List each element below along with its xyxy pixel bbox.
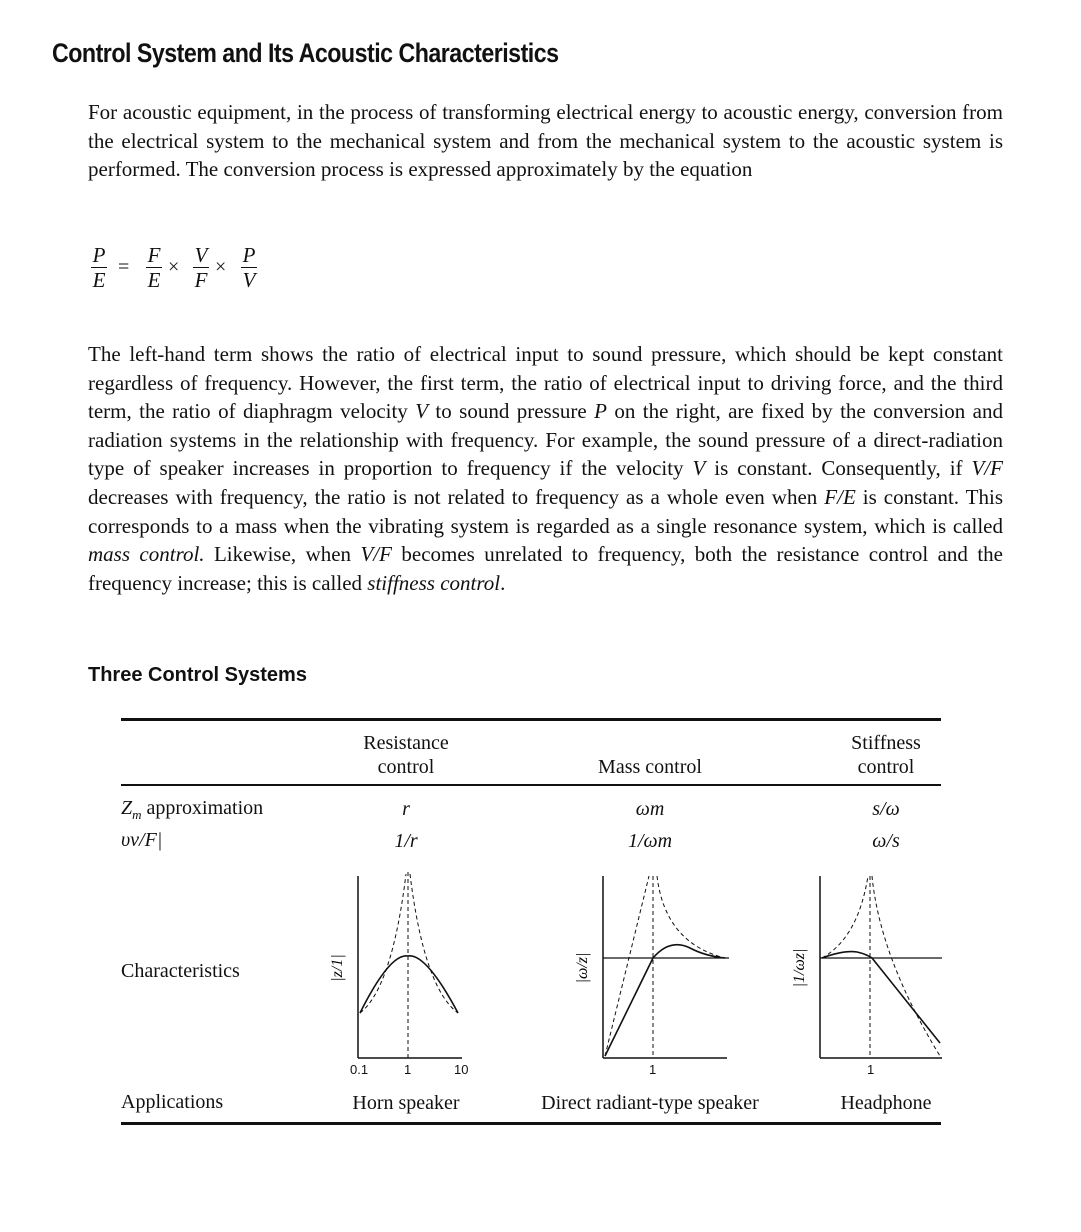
plot-2-ylabel: |ω/z| [574,952,591,984]
plot-3-tick-0: 1 [867,1062,875,1077]
table-header-rule [121,784,941,786]
zm-resistance: r [402,798,410,820]
row-label-characteristics: Characteristics [121,960,240,982]
vf-stiffness: ω/s [872,830,900,852]
plot-1-tick-0: 0.1 [350,1062,369,1077]
explanation-paragraph: The left-hand term shows the ratio of electrical input to sound pressure, which should be kept constant regardless of frequency. However, the first term, the ratio of electrical input to driving force, and the third term, the ratio of diaphragm velocity V to sound pressure P on the right, are fixed by the conversion and radiation systems in the relationship with frequency. For example, the sound pressure of a direct-radiation type of speaker increases in proportion to frequency if the velocity V is constant. Consequently, if V/F decreases with frequency, the ratio is not related to frequency as a whole even when F/E is constant. This corresponds to a mass when the vibrating system is regarded as a single resonance system, which is called mass control. Likewise, when V/F becomes unrelated to frequency, both the resistance control and the frequency increase; this is called stiffness control. [88,342,1003,595]
col-header-stiffness: Stiffness control [851,732,921,778]
table-bottom-rule [121,1122,941,1125]
intro-paragraph: For acoustic equipment, in the process of transforming electrical energy to acoustic energy, conversion from the electrical system to the mechanical system and from the mechanical system to the acoustic system is performed. The conversion process is expressed approximately by the equation [88,100,1003,182]
plot-1-tick-1: 1 [404,1062,412,1077]
stiffness-control-plot [782,868,947,1068]
equals-sign: = [118,256,130,278]
plot-1-ylabel: |z/1| [329,954,346,982]
resistance-control-plot [320,868,470,1068]
row-label-vf: υv/F| [121,829,163,851]
row-label-zm: $Z_m$ approximation [121,797,264,822]
application-stiffness: Headphone [840,1092,932,1114]
col-header-mass: Mass control [598,756,702,778]
zm-stiffness: s/ω [872,798,900,820]
term-2-fraction: V F [194,243,208,292]
application-resistance: Horn speaker [352,1092,460,1114]
times-sign: × [215,256,227,278]
plot-2-tick-0: 1 [649,1062,657,1077]
plot-1-tick-2: 10 [454,1062,469,1077]
term-3-fraction: P V [242,243,256,292]
row-label-applications: Applications [121,1091,224,1113]
table-title: Three Control Systems [88,664,307,686]
times-sign: × [168,256,180,278]
plot-3-ylabel: |1/ωz| [791,948,808,988]
table-top-rule [121,718,941,721]
term-1-fraction: F E [147,243,161,292]
stiffness-control-term: stiffness control [367,570,501,595]
vf-mass: 1/ωm [627,830,673,852]
mass-control-term: mass control. [88,542,205,567]
lhs-fraction: P E [92,243,106,292]
mass-control-plot [565,868,735,1068]
vf-resistance: 1/r [394,830,418,852]
zm-mass: ωm [635,798,665,820]
page-title: Control System and Its Acoustic Characteristics [52,38,559,68]
col-header-resistance: Resistance control [363,732,449,778]
application-mass: Direct radiant-type speaker [541,1092,759,1114]
